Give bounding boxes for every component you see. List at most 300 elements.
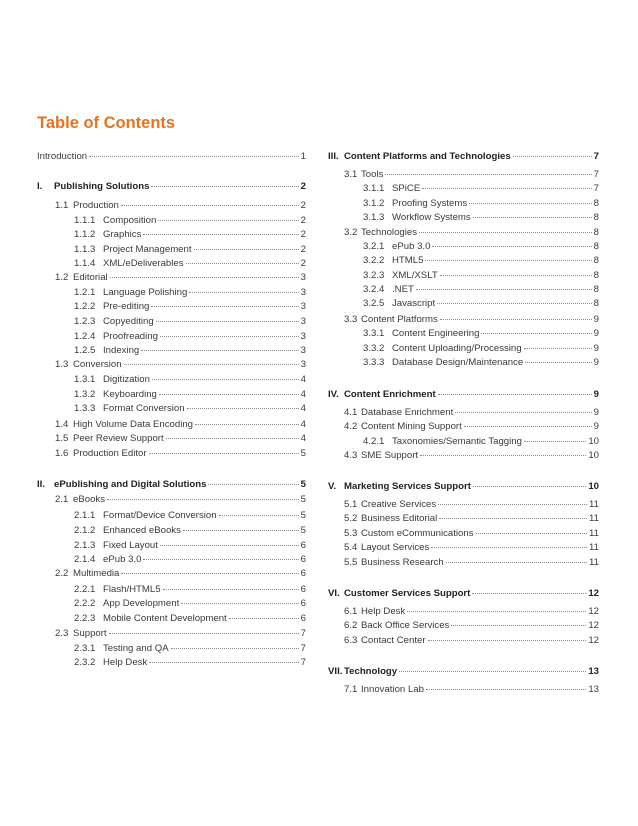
toc-entry-label: Flash/HTML5: [103, 584, 161, 595]
dot-leader: [481, 333, 591, 334]
dot-leader: [420, 455, 586, 456]
toc-entry-page-number: 2: [300, 244, 306, 255]
toc-entry-number: VII.: [328, 666, 343, 677]
toc-entry-number: 5.5: [344, 557, 358, 568]
toc-entry-page-number: 3: [300, 301, 306, 312]
toc-entry-number: 2.3: [55, 628, 69, 639]
dot-leader: [195, 424, 299, 425]
dot-leader: [472, 593, 586, 594]
toc-entry-page-number: 11: [589, 499, 599, 510]
dot-leader: [158, 220, 298, 221]
toc-entry-number: VI.: [328, 588, 340, 599]
dot-leader: [399, 671, 586, 672]
toc-entry-number: 3.1.3: [363, 212, 385, 223]
toc-entry-label: Creative Services: [361, 499, 437, 510]
toc-entry-number: 1.3.1: [74, 374, 96, 385]
toc-entry-number: 1.2.5: [74, 345, 96, 356]
toc-entry-number: 1.1.1: [74, 215, 96, 226]
toc-entry-page-number: 6: [300, 598, 306, 609]
toc-entry-label: Back Office Services: [361, 620, 450, 631]
toc-entry-page-number: 9: [593, 407, 599, 418]
dot-leader: [89, 156, 299, 157]
toc-subsubsection-entry[interactable]: [328, 342, 599, 355]
toc-entry-label: ePub 3.0: [392, 241, 431, 252]
toc-entry-label: Content Engineering: [392, 328, 480, 339]
toc-subsubsection-entry[interactable]: [37, 373, 306, 386]
toc-entry-page-number: 2: [300, 229, 306, 240]
dot-leader: [143, 234, 298, 235]
toc-entry-page-number: 5: [300, 448, 306, 459]
toc-entry-label: Content Uploading/Processing: [392, 343, 522, 354]
toc-subsubsection-entry[interactable]: [37, 330, 306, 343]
toc-subsection-entry[interactable]: [328, 527, 599, 540]
toc-entry-number: 2.3.2: [74, 657, 96, 668]
toc-entry-number: 3.3.2: [363, 343, 385, 354]
dot-leader: [121, 205, 299, 206]
toc-entry-page-number: 7: [593, 183, 599, 194]
toc-subsubsection-entry[interactable]: [37, 539, 306, 552]
toc-entry-page-number: 8: [593, 298, 599, 309]
toc-entry-label: Tools: [361, 169, 384, 180]
toc-entry-page-number: 6: [300, 568, 306, 579]
toc-entry-page-number: 9: [593, 343, 599, 354]
dot-leader: [455, 412, 591, 413]
toc-entry-page-number: 3: [300, 359, 306, 370]
toc-entry-label: App Development: [103, 598, 180, 609]
toc-entry-page-number: 9: [593, 357, 599, 368]
toc-entry-number: 1.1.3: [74, 244, 96, 255]
toc-entry-number: 6.2: [344, 620, 358, 631]
toc-entry-number: 3.2: [344, 227, 358, 238]
toc-entry-number: 6.3: [344, 635, 358, 646]
toc-entry-label: SPiCE: [392, 183, 421, 194]
toc-subsection-entry[interactable]: [328, 420, 599, 433]
toc-entry-page-number: 3: [300, 287, 306, 298]
toc-entry-label: HTML5: [392, 255, 424, 266]
toc-entry-page-number: 11: [589, 528, 599, 539]
dot-leader: [109, 633, 299, 634]
dot-leader: [189, 292, 298, 293]
toc-subsection-entry[interactable]: [328, 619, 599, 632]
toc-entry-page-number: 8: [593, 270, 599, 281]
toc-entry-number: 1.5: [55, 433, 69, 444]
toc-subsubsection-entry[interactable]: [37, 402, 306, 415]
toc-subsection-entry[interactable]: [37, 447, 306, 460]
toc-entry-label: Workflow Systems: [392, 212, 471, 223]
toc-entry-number: 2.2.3: [74, 613, 96, 624]
toc-entry-number: 1.2.1: [74, 287, 96, 298]
toc-entry-number: 3.1.1: [363, 183, 385, 194]
toc-section-entry[interactable]: [37, 478, 306, 491]
toc-entry-label: Database Enrichment: [361, 407, 454, 418]
toc-subsubsection-entry[interactable]: [328, 356, 599, 369]
toc-entry-number: 5.1: [344, 499, 358, 510]
toc-section-entry[interactable]: [328, 587, 599, 600]
toc-entry-number: 4.1: [344, 407, 358, 418]
toc-entry-label: Help Desk: [361, 606, 406, 617]
toc-entry-page-number: 11: [589, 513, 599, 524]
dot-leader: [473, 486, 586, 487]
toc-entry-number: III.: [328, 151, 339, 162]
toc-entry-number: 4.2.1: [363, 436, 385, 447]
toc-subsubsection-entry[interactable]: [328, 269, 599, 282]
toc-entry-label: Introduction: [37, 151, 88, 162]
toc-entry-page-number: 10: [588, 450, 599, 461]
dot-leader: [156, 321, 299, 322]
toc-entry-number: 2.1: [55, 494, 69, 505]
dot-leader: [143, 559, 298, 560]
toc-entry-page-number: 11: [589, 557, 599, 568]
toc-entry-label: Javascript: [392, 298, 436, 309]
toc-entry-page-number: 6: [300, 540, 306, 551]
toc-entry-page-number: 12: [588, 620, 599, 631]
toc-subsubsection-entry[interactable]: [37, 642, 306, 655]
toc-entry-number: 1.2: [55, 272, 69, 283]
toc-entry-label: eBooks: [73, 494, 105, 505]
toc-subsubsection-entry[interactable]: [37, 388, 306, 401]
toc-entry-label: Custom eCommunications: [361, 528, 474, 539]
toc-entry-number: 3.2.3: [363, 270, 385, 281]
toc-entry-label: Multimedia: [73, 568, 120, 579]
toc-entry-label: Production Editor: [73, 448, 147, 459]
toc-subsection-entry[interactable]: [328, 683, 599, 696]
toc-entry-page-number: 4: [300, 433, 306, 444]
toc-subsection-entry[interactable]: [37, 432, 306, 445]
toc-subsection-entry[interactable]: [328, 634, 599, 647]
toc-entry-page-number: 5: [300, 479, 306, 490]
toc-subsection-entry[interactable]: [328, 449, 599, 462]
toc-entry-number: 1.2.3: [74, 316, 96, 327]
dot-leader: [422, 188, 591, 189]
dot-leader: [187, 408, 299, 409]
dot-leader: [446, 562, 587, 563]
toc-subsection-entry[interactable]: [37, 418, 306, 431]
toc-entry-page-number: 5: [300, 494, 306, 505]
dot-leader: [513, 156, 592, 157]
toc-entry-number: 5.3: [344, 528, 358, 539]
toc-entry-label: Customer Services Support: [344, 588, 471, 599]
toc-entry-page-number: 5: [300, 510, 306, 521]
dot-leader: [107, 499, 299, 500]
toc-entry-number: 3.2.2: [363, 255, 385, 266]
toc-entry-number: 6.1: [344, 606, 358, 617]
dot-leader: [160, 545, 299, 546]
toc-entry-page-number: 13: [588, 666, 599, 677]
toc-entry-label: Format/Device Conversion: [103, 510, 217, 521]
dot-leader: [110, 277, 299, 278]
dot-leader: [428, 640, 587, 641]
toc-subsubsection-entry[interactable]: [37, 228, 306, 241]
dot-leader: [151, 186, 298, 187]
toc-entry-number: 3.1: [344, 169, 358, 180]
toc-entry-page-number: 6: [300, 554, 306, 565]
toc-entry-number: 1.3: [55, 359, 69, 370]
toc-entry-page-number: 7: [593, 151, 599, 162]
toc-entry-number: 1.1.4: [74, 258, 96, 269]
toc-entry-number: 2.3.1: [74, 643, 96, 654]
toc-entry-number: 3.2.4: [363, 284, 385, 295]
toc-entry-page-number: 5: [300, 525, 306, 536]
toc-subsection-entry[interactable]: [328, 512, 599, 525]
toc-subsection-entry[interactable]: [328, 605, 599, 618]
toc-entry-page-number: 2: [300, 258, 306, 269]
toc-subsubsection-entry[interactable]: [328, 327, 599, 340]
toc-entry-label: Content Mining Support: [361, 421, 462, 432]
dot-leader: [464, 426, 592, 427]
toc-entry-page-number: 6: [300, 613, 306, 624]
toc-entry-page-number: 3: [300, 316, 306, 327]
toc-entry-page-number: 9: [593, 389, 599, 400]
toc-subsubsection-entry[interactable]: [328, 254, 599, 267]
toc-entry-number: 3.3.1: [363, 328, 385, 339]
dot-leader: [171, 648, 299, 649]
toc-entry-label: Production: [73, 200, 119, 211]
dot-leader: [385, 174, 591, 175]
dot-leader: [121, 573, 298, 574]
dot-leader: [159, 394, 299, 395]
toc-subsection-entry[interactable]: [37, 199, 306, 212]
toc-subsection-entry[interactable]: [328, 226, 599, 239]
toc-entry-page-number: 12: [588, 635, 599, 646]
toc-entry-number: 2.1.1: [74, 510, 96, 521]
toc-entry-label: Format Conversion: [103, 403, 185, 414]
toc-entry-number: 4.3: [344, 450, 358, 461]
dot-leader: [166, 438, 299, 439]
toc-subsection-entry[interactable]: [37, 567, 306, 580]
toc-subsection-entry[interactable]: [328, 406, 599, 419]
toc-entry-page-number: 7: [593, 169, 599, 180]
dot-leader: [432, 246, 591, 247]
toc-entry-label: Marketing Services Support: [344, 481, 471, 492]
toc-entry-number: II.: [37, 479, 45, 490]
toc-entry-label: Technologies: [361, 227, 418, 238]
toc-entry-label: Publishing Solutions: [54, 181, 150, 192]
toc-entry-label: Conversion: [73, 359, 122, 370]
toc-entry-label: Content Platforms and Technologies: [344, 151, 511, 162]
toc-subsubsection-entry[interactable]: [37, 344, 306, 357]
toc-entry-page-number: 12: [588, 588, 599, 599]
toc-entry-label: Testing and QA: [103, 643, 169, 654]
toc-entry-label: Mobile Content Development: [103, 613, 227, 624]
toc-entry-page-number: 4: [300, 419, 306, 430]
toc-subsection-entry[interactable]: [328, 556, 599, 569]
dot-leader: [229, 618, 299, 619]
toc-subsubsection-entry[interactable]: [328, 182, 599, 195]
toc-entry-label: Indexing: [103, 345, 140, 356]
toc-subsection-entry[interactable]: [37, 493, 306, 506]
toc-subsection-entry[interactable]: [328, 168, 599, 181]
toc-entry-label: SME Support: [361, 450, 419, 461]
dot-leader: [431, 547, 587, 548]
toc-entry-label: Taxonomies/Semantic Tagging: [392, 436, 522, 447]
toc-subsubsection-entry[interactable]: [37, 286, 306, 299]
toc-entry-page-number: 8: [593, 284, 599, 295]
toc-entry-number: 4.2: [344, 421, 358, 432]
toc-entry-label: Copyediting: [103, 316, 154, 327]
toc-subsubsection-entry[interactable]: [328, 211, 599, 224]
toc-subsection-entry[interactable]: [328, 313, 599, 326]
toc-entry-number: 1.1: [55, 200, 69, 211]
toc-entry-page-number: 12: [588, 606, 599, 617]
toc-subsection-entry[interactable]: [37, 271, 306, 284]
toc-entry-page-number: 9: [593, 328, 599, 339]
dot-leader: [124, 364, 299, 365]
toc-entry-number: IV.: [328, 389, 339, 400]
toc-entry-label: Digitization: [103, 374, 150, 385]
toc-entry-label: Support: [73, 628, 107, 639]
toc-entry-label: Help Desk: [103, 657, 148, 668]
toc-entry-page-number: 4: [300, 389, 306, 400]
toc-entry-number: V.: [328, 481, 337, 492]
toc-entry-label: Keyboarding: [103, 389, 157, 400]
toc-entry-label: Project Management: [103, 244, 192, 255]
toc-entry-number: 2.1.3: [74, 540, 96, 551]
toc-entry-label: Editorial: [73, 272, 108, 283]
toc-entry-page-number: 6: [300, 584, 306, 595]
dot-leader: [160, 336, 299, 337]
dot-leader: [524, 348, 592, 349]
toc-subsubsection-entry[interactable]: [37, 612, 306, 625]
toc-entry-label: Pre-editing: [103, 301, 150, 312]
toc-section-entry[interactable]: [328, 388, 599, 401]
toc-entry-page-number: 8: [593, 198, 599, 209]
dot-leader: [208, 484, 298, 485]
dot-leader: [407, 611, 586, 612]
toc-entry-label: Enhanced eBooks: [103, 525, 181, 536]
toc-entry-number: 3.1.2: [363, 198, 385, 209]
toc-subsubsection-entry[interactable]: [328, 297, 599, 310]
toc-entry-label: Business Editorial: [361, 513, 438, 524]
toc-entry-page-number: 2: [300, 215, 306, 226]
toc-entry-page-number: 10: [588, 481, 599, 492]
dot-leader: [473, 217, 592, 218]
page-title: Table of Contents: [37, 114, 176, 132]
toc-entry-label: Innovation Lab: [361, 684, 424, 695]
toc-entry-number: 1.3.2: [74, 389, 96, 400]
toc-subsubsection-entry[interactable]: [37, 597, 306, 610]
toc-entry-page-number: 4: [300, 374, 306, 385]
toc-entry-page-number: 2: [300, 200, 306, 211]
toc-subsubsection-entry[interactable]: [37, 214, 306, 227]
toc-entry-number: 1.1.2: [74, 229, 96, 240]
toc-entry-number: 1.3.3: [74, 403, 96, 414]
toc-entry-number: 2.2.1: [74, 584, 96, 595]
toc-subsubsection-entry[interactable]: [37, 257, 306, 270]
toc-entry-label: Fixed Layout: [103, 540, 158, 551]
dot-leader: [183, 530, 299, 531]
dot-leader: [219, 515, 299, 516]
dot-leader: [438, 394, 592, 395]
dot-leader: [525, 362, 591, 363]
toc-entry-page-number: 3: [300, 331, 306, 342]
dot-leader: [438, 504, 587, 505]
toc-entry-number: 1.4: [55, 419, 69, 430]
toc-entry-label: Peer Review Support: [73, 433, 164, 444]
toc-entry-page-number: 9: [593, 314, 599, 325]
toc-subsubsection-entry[interactable]: [37, 524, 306, 537]
dot-leader: [440, 319, 592, 320]
dot-leader: [439, 518, 587, 519]
toc-entry-number: 1.6: [55, 448, 69, 459]
toc-entry-page-number: 7: [300, 643, 306, 654]
toc-entry-page-number: 8: [593, 212, 599, 223]
toc-subsubsection-entry[interactable]: [328, 283, 599, 296]
toc-subsubsection-entry[interactable]: [37, 243, 306, 256]
toc-subsection-entry[interactable]: [37, 627, 306, 640]
toc-entry-number: 3.2.1: [363, 241, 385, 252]
toc-entry-page-number: 2: [300, 181, 306, 192]
toc-entry-page-number: 8: [593, 227, 599, 238]
dot-leader: [451, 625, 586, 626]
dot-leader: [476, 533, 588, 534]
toc-entry-number: 3.3.3: [363, 357, 385, 368]
toc-subsection-entry[interactable]: [328, 541, 599, 554]
toc-entry-number: 3.2.5: [363, 298, 385, 309]
dot-leader: [163, 589, 299, 590]
toc-subsection-entry[interactable]: [328, 498, 599, 511]
toc-entry-label: Database Design/Maintenance: [392, 357, 524, 368]
toc-entry-label: Content Enrichment: [344, 389, 436, 400]
dot-leader: [469, 203, 591, 204]
toc-subsection-entry[interactable]: [37, 358, 306, 371]
toc-entry-label: XML/XSLT: [392, 270, 438, 281]
dot-leader: [149, 662, 298, 663]
toc-subsubsection-entry[interactable]: [37, 315, 306, 328]
toc-section-entry[interactable]: [328, 150, 599, 163]
toc-entry-label: Composition: [103, 215, 157, 226]
toc-section-entry[interactable]: [37, 150, 306, 163]
toc-entry-label: High Volume Data Encoding: [73, 419, 193, 430]
toc-entry-page-number: 4: [300, 403, 306, 414]
toc-entry-label: Language Polishing: [103, 287, 188, 298]
toc-entry-label: ePub 3.0: [103, 554, 142, 565]
toc-section-entry[interactable]: [37, 180, 306, 193]
toc-entry-number: 3.3: [344, 314, 358, 325]
toc-section-entry[interactable]: [328, 665, 599, 678]
toc-entry-label: Proofreading: [103, 331, 158, 342]
toc-entry-number: 1.2.2: [74, 301, 96, 312]
toc-subsubsection-entry[interactable]: [328, 435, 599, 448]
toc-entry-label: XML/eDeliverables: [103, 258, 184, 269]
toc-subsubsection-entry[interactable]: [328, 197, 599, 210]
dot-leader: [149, 453, 299, 454]
toc-section-entry[interactable]: [328, 480, 599, 493]
dot-leader: [151, 306, 298, 307]
toc-entry-page-number: 10: [588, 436, 599, 447]
toc-entry-label: Technology: [344, 666, 398, 677]
dot-leader: [437, 303, 591, 304]
dot-leader: [152, 379, 299, 380]
toc-entry-page-number: 1: [300, 151, 306, 162]
toc-entry-label: .NET: [392, 284, 414, 295]
toc-entry-page-number: 3: [300, 345, 306, 356]
toc-entry-page-number: 8: [593, 255, 599, 266]
toc-subsubsection-entry[interactable]: [37, 583, 306, 596]
toc-subsubsection-entry[interactable]: [328, 240, 599, 253]
toc-entry-page-number: 7: [300, 628, 306, 639]
toc-subsubsection-entry[interactable]: [37, 553, 306, 566]
dot-leader: [416, 289, 592, 290]
toc-entry-label: Layout Services: [361, 542, 430, 553]
toc-entry-number: 1.2.4: [74, 331, 96, 342]
toc-entry-page-number: 8: [593, 241, 599, 252]
toc-subsubsection-entry[interactable]: [37, 509, 306, 522]
toc-entry-number: 2.2: [55, 568, 69, 579]
toc-subsubsection-entry[interactable]: [37, 656, 306, 669]
toc-entry-number: I.: [37, 181, 43, 192]
toc-subsubsection-entry[interactable]: [37, 300, 306, 313]
toc-entry-label: Proofing Systems: [392, 198, 468, 209]
